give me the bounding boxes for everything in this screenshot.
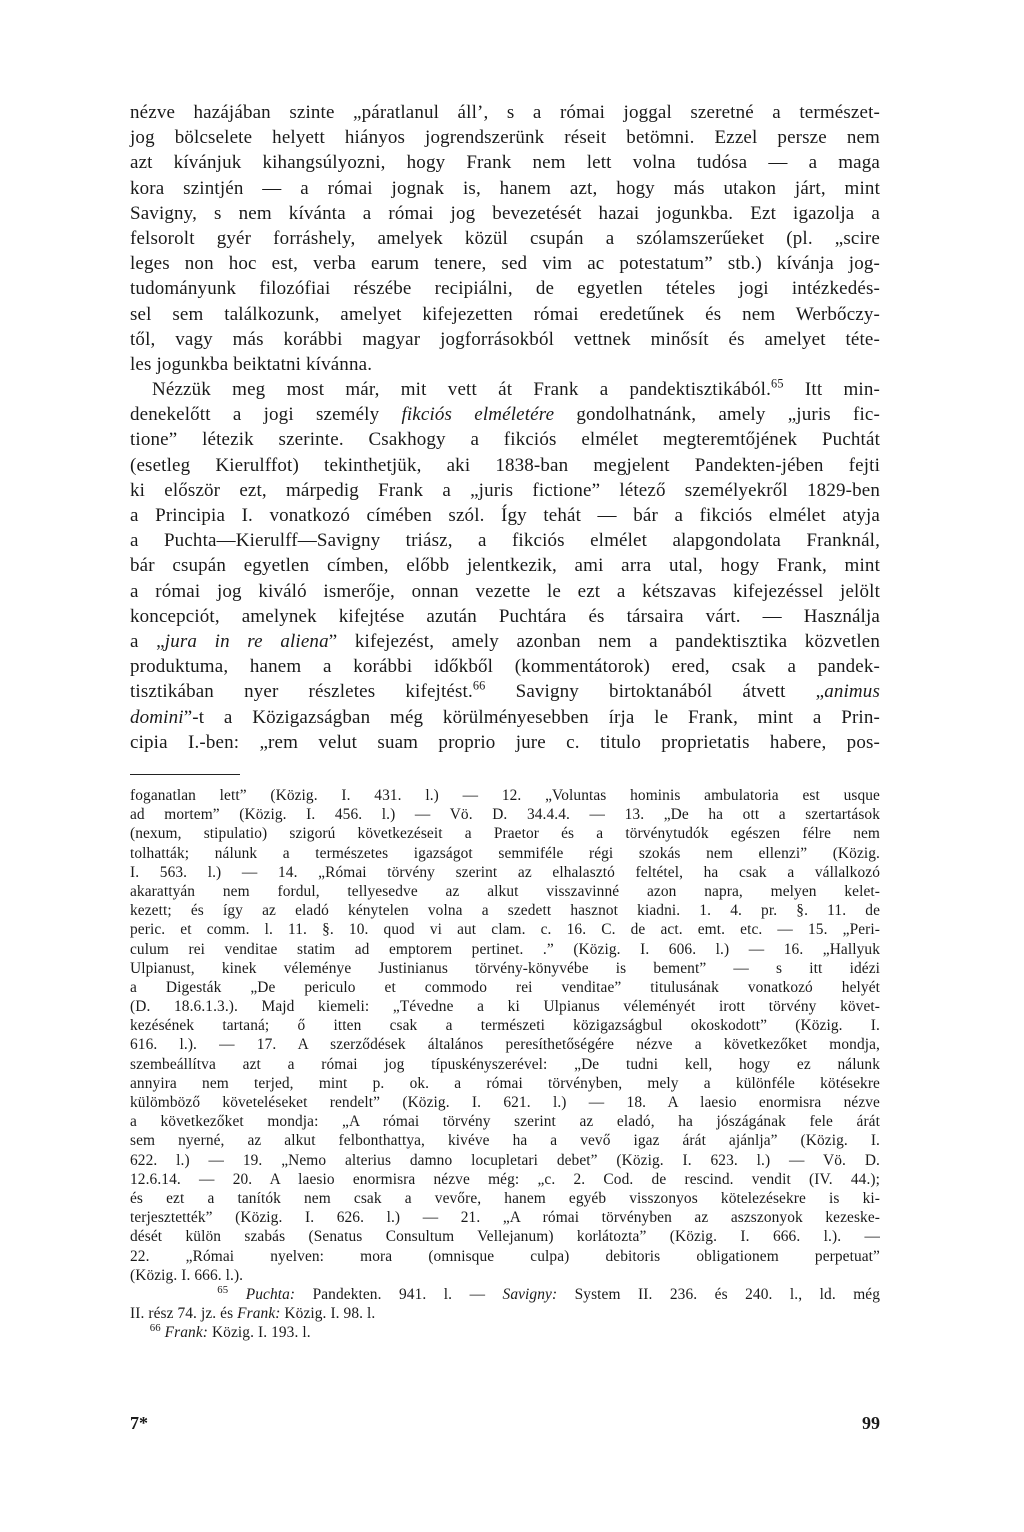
text-run: a „ xyxy=(130,630,165,652)
footnote-line: a Digesták „De periculo et commodo rei venditae” titulusának vonatkozó helyét xyxy=(130,978,880,996)
footnote-line: 12.6.14. — 20. A laesio enormisra nézve még: „c. 2. Cod. de rescind. vendit (IV. 44.); xyxy=(130,1170,880,1188)
italic-term: jura in re aliena xyxy=(164,630,329,652)
italic-term: animus xyxy=(824,681,880,703)
footnote-line: (nexum, stipulatio) szigorú következéseit a Praetor és a törvénytudók egészen félre nem xyxy=(130,825,880,843)
body-line: a római jog kiváló ismerője, onnan vezette le ezt a kétszavas kifejezéssel jelölt xyxy=(130,580,880,602)
italic-term: fikciós elméletére xyxy=(401,404,555,426)
italic-term: domini xyxy=(130,706,184,728)
body-line: től, vagy más korábbi magyar jogforrásokból vettnek minősít és amelyet téte- xyxy=(130,328,880,350)
text-run: denekelőtt a jogi személy xyxy=(130,404,402,426)
text-run: ” kifejezést, amely azonban nem a pandektisztika közvetlen xyxy=(328,630,880,652)
body-line xyxy=(130,679,880,704)
footnote-marker: 65 xyxy=(217,1283,229,1296)
footnote-line: peric. et comm. l. 11. §. 10. quod vi aut clam. c. 16. C. de act. emt. etc. — 15. „Peri- xyxy=(130,921,880,939)
body-line: (esetleg Kierulffot) tekinthetjük, aki 1838-ban megjelent Pandekten-jében fejti xyxy=(130,454,880,476)
body-line: ki először ezt, márpedig Frank a „juris fictione” létező személyekről 1829-ben xyxy=(130,479,880,501)
footnote-line: (D. 18.6.1.3.). Majd kiemeli: „Tévedne a ki Ulpianus véleményét irott törvény követ- xyxy=(130,998,880,1016)
body-line: tudományunk filozófiai részébe recipiálni, de egyetlen tételes jogi intézkedés- xyxy=(130,278,880,300)
cited-author: Frank: xyxy=(237,1305,281,1323)
citation-text: Közig. I. 193. l. xyxy=(208,1324,311,1342)
body-line: kora szintjén — a római jognak is, hanem azt, hogy más utakon járt, mint xyxy=(130,177,880,199)
signature-mark: 7* xyxy=(130,1413,148,1433)
body-line: les jogunkba beiktatni kívánna. xyxy=(130,353,373,375)
footnote-ref-65: 65 xyxy=(771,376,784,391)
main-text xyxy=(130,100,880,755)
footnote-line: akarattyán nem fordul, tellyesedve az alkut visszavinné azon napra, melyen kelet- xyxy=(130,882,880,900)
footnote-line: annyira nem terjed, mint p. ok. a római törvényben, mely a különféle kötésekre xyxy=(130,1074,880,1092)
footnote-line: és ezt a tanítók nem csak a vevőre, hanem egyéb visszonyos kötelezésekre is ki- xyxy=(130,1189,880,1207)
footnotes xyxy=(130,786,880,1342)
citation-text: II. rész 74. jz. és xyxy=(130,1305,238,1323)
citation-text: Közig. I. 98. l. xyxy=(280,1305,376,1323)
text-run: ”-t a Közigazságban még körülményesebben írja le Frank, mint a Prin- xyxy=(183,706,880,728)
footnote-line: ad mortem” (Közig. I. 456. l.) — Vö. D. 34.4.4. — 13. „De ha ott a szertartások xyxy=(130,806,880,824)
footnote-line: sem nyerné, az alkut felbonthattya, kivéve ha a vevő igaz árát ajánlja” (Közig. I. xyxy=(130,1132,880,1150)
footnote-line: 22. „Római nyelven: mora (omnisque culpa) debitoris obligationem perpetuat” xyxy=(130,1247,880,1265)
footnote-line: terjesztették” (Közig. I. 626. l.) — 21. „A római törvényben az aszszonyok kezeske- xyxy=(130,1209,880,1227)
footnote-65 xyxy=(130,1285,880,1304)
citation-text: Pandekten. 941. l. — xyxy=(295,1285,503,1303)
text-run: tisztikában nyer részletes kifejtést. xyxy=(130,681,473,703)
footnote-65-cont xyxy=(130,1304,880,1323)
footnote-line: a következőket mondja: „A római törvény szerint az eladó, ha jószágának fele árát xyxy=(130,1113,880,1131)
body-line: leges non hoc est, verba earum tenere, sed vim ac potestatum” stb.) kívánja jog- xyxy=(130,253,880,275)
text-run: Itt min- xyxy=(783,379,880,401)
body-line: Savigny, s nem kívánta a római jog bevezetését hazai jogunkba. Ezt igazolja a xyxy=(130,202,880,224)
footnote-line: (Közig. I. 666. l.). xyxy=(130,1266,244,1284)
footnote-66 xyxy=(130,1323,880,1342)
text-run: gondolhatnánk, amely „juris fic- xyxy=(554,404,880,426)
body-line: azt kívánjuk kihangsúlyozni, hogy Frank nem lett volna tudósa — a maga xyxy=(130,152,880,174)
footnote-line: I. 563. l.) — 14. „Római törvény szerint az elhalasztó feltétel, ha csak a vállalkozó xyxy=(130,863,880,881)
body-line: felsorolt gyér forráshely, amelyek közül csupán a szólamszerűeket (pl. „scire xyxy=(130,227,880,249)
body-line: a Puchta—Kierulff—Savigny triász, a fikciós elmélet alapgondolata Franknál, xyxy=(130,530,880,552)
cited-author: Frank: xyxy=(164,1324,209,1342)
body-line xyxy=(130,377,880,402)
body-line xyxy=(130,629,880,654)
body-line: produktuma, hanem a korábbi időkből (kommentátorok) ered, csak a pandek- xyxy=(130,656,880,678)
body-line: cipia I.-ben: „rem velut suam proprio jure c. titulo proprietatis habere, pos- xyxy=(130,731,880,753)
footnote-line: tolhatták; nálunk a természetes igazságot semmiféle régi szokás nem ellenzi” (Közig. xyxy=(130,844,880,862)
footnote-ref-66: 66 xyxy=(472,678,486,693)
footnote-marker: 66 xyxy=(149,1322,161,1335)
footnote-line: 616. l.). — 17. A szerződések általános peresíthetőségére nézve a következőket mondja, xyxy=(130,1036,880,1054)
footnote-line: Ulpianust, kinek véleménye Justinianus törvény-könyvébe is bement” — s itt idézi xyxy=(130,959,880,977)
cited-author: Puchta: xyxy=(245,1285,296,1303)
footnote-line: foganatlan lett” (Közig. I. 431. l.) — 12. „Voluntas hominis ambulatoria est usque xyxy=(130,787,880,804)
footnote-line: szembeállítva azt a római jog típuskényszerével: „De tudni kell, hogy ez nálunk xyxy=(130,1055,880,1073)
footnote-separator xyxy=(130,774,240,775)
footnote-line: kezett; és így az eladó kénytelen volna a szedett hasznot kiadni. 1. 4. pr. §. 11. de xyxy=(130,902,880,920)
footnote-line: 622. l.) — 19. „Nemo alterius damno locupletari debet” (Közig. I. 623. l.) — Vö. D. xyxy=(130,1151,880,1169)
body-line: bár csupán egyetlen címben, előbb jelentkezik, ami arra utal, hogy Frank, mint xyxy=(130,555,880,577)
text-run: Savigny birtoktanából átvett „ xyxy=(485,681,825,703)
footnote-line: külömböző követeléseket rendelt” (Közig. I. 621. l.) — 18. A laesio enormisra nézve xyxy=(130,1094,880,1111)
cited-author: Savigny: xyxy=(502,1285,558,1303)
body-line: a Principia I. vonatkozó címében szól. Így tehát — bár a fikciós elmélet atyja xyxy=(130,505,880,526)
footnote-line: dését külön szabás (Senatus Consultum Vellejanum) korlátozta” (Közig. I. 666. l.). — xyxy=(130,1228,880,1246)
body-line xyxy=(130,705,880,730)
body-line: sel sem találkozunk, amelyet kifejezetten római eredetűnek és nem Werbőczy- xyxy=(130,303,880,325)
body-line: jog bölcselete helyett hiányos jogrendszerünk réseit betömni. Ezzel persze nem xyxy=(130,127,880,149)
page-number: 99 xyxy=(862,1413,880,1433)
body-line: tione” létezik szerinte. Csakhogy a fikciós elmélet megteremtőjének Puchtát xyxy=(130,429,880,451)
body-line: nézve hazájában szinte „páratlanul áll’, s a római joggal szeretné a természet- xyxy=(130,102,880,123)
footnote-line: culum rei venditae statim ad emptorem pertinet. .” (Közig. I. 606. l.) — 16. „Hallyuk xyxy=(130,940,880,958)
text-run: Nézzük meg most már, mit vett át Frank a pandektisztikából. xyxy=(152,379,772,401)
body-line xyxy=(130,402,880,427)
citation-text: System II. 236. és 240. l., ld. még xyxy=(557,1285,881,1303)
body-line: koncepciót, amelynek kifejtése azután Puchtára és társaira várt. — Használja xyxy=(130,605,880,627)
footnote-line: kezésének tartaná; ő itten csak a természeti közigazságbul okoskodott” (Közig. I. xyxy=(130,1017,880,1035)
